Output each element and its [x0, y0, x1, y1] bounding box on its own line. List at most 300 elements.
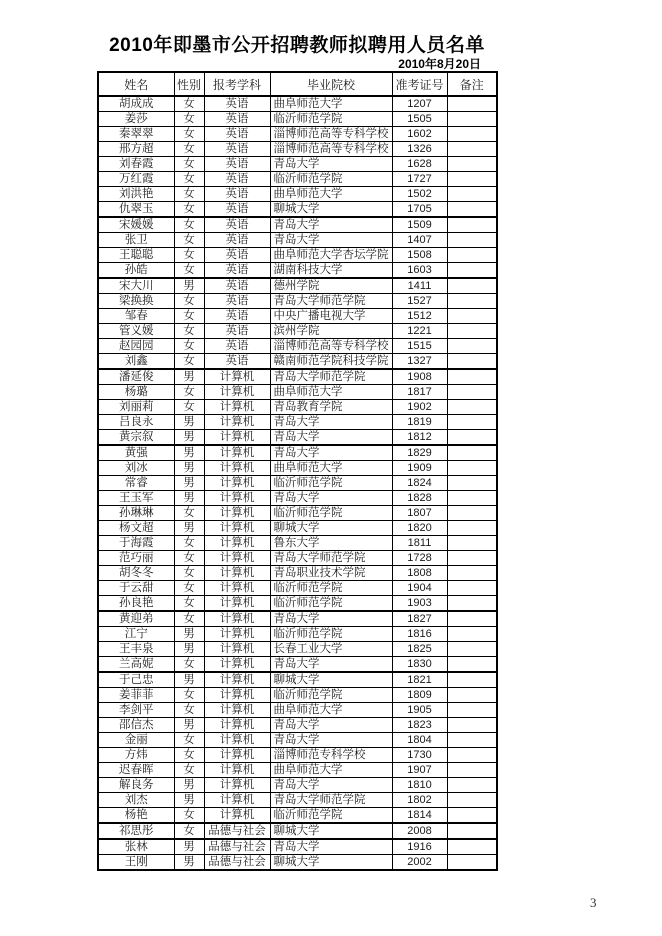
gender-cell: 女 — [174, 657, 204, 673]
school-cell: 青岛大学 — [270, 430, 392, 446]
name-cell: 于己忠 — [98, 672, 174, 688]
subject-cell: 计算机 — [204, 491, 270, 506]
exam-no-cell: 1904 — [392, 581, 447, 596]
table-row — [98, 202, 497, 218]
subject-cell: 英语 — [204, 96, 270, 112]
name-cell: 孙琳琳 — [98, 506, 174, 521]
name-cell: 杨璐 — [98, 385, 174, 400]
subject-cell: 计算机 — [204, 703, 270, 718]
exam-no-cell: 1909 — [392, 461, 447, 476]
exam-no-cell: 1830 — [392, 657, 447, 673]
exam-no-cell: 1828 — [392, 491, 447, 506]
remark-cell — [447, 657, 497, 673]
table-row — [98, 217, 497, 233]
exam-no-cell: 1905 — [392, 703, 447, 718]
table-row — [98, 642, 497, 657]
school-cell: 临沂师范学院 — [270, 808, 392, 824]
subject-cell: 计算机 — [204, 733, 270, 748]
subject-cell: 计算机 — [204, 566, 270, 581]
gender-cell: 女 — [174, 596, 204, 612]
header-cell-subject: 报考学科 — [204, 72, 270, 96]
name-cell: 管义媛 — [98, 324, 174, 339]
exam-no-cell: 1907 — [392, 763, 447, 778]
gender-cell: 男 — [174, 778, 204, 793]
gender-cell: 男 — [174, 627, 204, 642]
school-cell: 临沂师范学院 — [270, 596, 392, 612]
table-row — [98, 672, 497, 688]
table-row — [98, 551, 497, 566]
name-cell: 张林 — [98, 839, 174, 855]
remark-cell — [447, 339, 497, 354]
name-cell: 金丽 — [98, 733, 174, 748]
remark-cell — [447, 596, 497, 612]
subject-cell: 计算机 — [204, 611, 270, 627]
name-cell: 刘杰 — [98, 793, 174, 808]
table-row — [98, 248, 497, 263]
name-cell: 潘延俊 — [98, 369, 174, 385]
subject-cell: 英语 — [204, 187, 270, 202]
remark-cell — [447, 294, 497, 309]
exam-no-cell: 1728 — [392, 551, 447, 566]
subject-cell: 计算机 — [204, 793, 270, 808]
remark-cell — [447, 703, 497, 718]
gender-cell: 男 — [174, 430, 204, 446]
exam-no-cell: 1207 — [392, 96, 447, 112]
subject-cell: 计算机 — [204, 369, 270, 385]
table-row — [98, 627, 497, 642]
gender-cell: 女 — [174, 263, 204, 279]
table-row — [98, 294, 497, 309]
name-cell: 解良务 — [98, 778, 174, 793]
exam-no-cell: 1411 — [392, 278, 447, 294]
name-cell: 于云甜 — [98, 581, 174, 596]
exam-no-cell: 1902 — [392, 400, 447, 415]
name-cell: 秦翠翠 — [98, 127, 174, 142]
name-cell: 杨艳 — [98, 808, 174, 824]
name-cell: 梁换换 — [98, 294, 174, 309]
table-row — [98, 823, 497, 839]
table-row — [98, 385, 497, 400]
exam-no-cell: 1903 — [392, 596, 447, 612]
subject-cell: 英语 — [204, 217, 270, 233]
remark-cell — [447, 733, 497, 748]
school-cell: 临沂师范学院 — [270, 506, 392, 521]
name-cell: 迟春晖 — [98, 763, 174, 778]
page-number: 3 — [590, 895, 597, 910]
remark-cell — [447, 263, 497, 279]
gender-cell: 女 — [174, 808, 204, 824]
gender-cell: 男 — [174, 793, 204, 808]
school-cell: 临沂师范学院 — [270, 627, 392, 642]
gender-cell: 女 — [174, 217, 204, 233]
exam-no-cell: 1407 — [392, 233, 447, 248]
subject-cell: 计算机 — [204, 506, 270, 521]
exam-no-cell: 1808 — [392, 566, 447, 581]
name-cell: 赵园园 — [98, 339, 174, 354]
exam-no-cell: 1505 — [392, 112, 447, 127]
gender-cell: 女 — [174, 248, 204, 263]
exam-no-cell: 1628 — [392, 157, 447, 172]
school-cell: 青岛大学师范学院 — [270, 793, 392, 808]
remark-cell — [447, 476, 497, 491]
exam-no-cell: 1527 — [392, 294, 447, 309]
school-cell: 曲阜师范大学 — [270, 461, 392, 476]
subject-cell: 英语 — [204, 127, 270, 142]
table-row — [98, 581, 497, 596]
name-cell: 杨文超 — [98, 521, 174, 536]
exam-no-cell: 1809 — [392, 688, 447, 703]
name-cell: 祁思彤 — [98, 823, 174, 839]
subject-cell: 计算机 — [204, 763, 270, 778]
school-cell: 聊城大学 — [270, 202, 392, 218]
remark-cell — [447, 778, 497, 793]
school-cell: 青岛大学 — [270, 718, 392, 733]
school-cell: 青岛大学 — [270, 611, 392, 627]
table-row — [98, 839, 497, 855]
remark-cell — [447, 536, 497, 551]
results-table — [97, 71, 498, 871]
subject-cell: 计算机 — [204, 400, 270, 415]
gender-cell: 女 — [174, 536, 204, 551]
table-row — [98, 778, 497, 793]
name-cell: 黄宗叙 — [98, 430, 174, 446]
name-cell: 王玉军 — [98, 491, 174, 506]
gender-cell: 男 — [174, 461, 204, 476]
subject-cell: 计算机 — [204, 445, 270, 461]
header-cell-remark: 备注 — [447, 72, 497, 96]
exam-no-cell: 1327 — [392, 354, 447, 370]
school-cell: 青岛大学 — [270, 415, 392, 430]
table-row — [98, 461, 497, 476]
exam-no-cell: 1814 — [392, 808, 447, 824]
gender-cell: 男 — [174, 718, 204, 733]
subject-cell: 计算机 — [204, 461, 270, 476]
school-cell: 中央广播电视大学 — [270, 309, 392, 324]
name-cell: 黄强 — [98, 445, 174, 461]
exam-no-cell: 1819 — [392, 415, 447, 430]
remark-cell — [447, 642, 497, 657]
name-cell: 常睿 — [98, 476, 174, 491]
school-cell: 青岛大学师范学院 — [270, 294, 392, 309]
name-cell: 兰高妮 — [98, 657, 174, 673]
school-cell: 德州学院 — [270, 278, 392, 294]
subject-cell: 计算机 — [204, 596, 270, 612]
name-cell: 王刚 — [98, 855, 174, 871]
subject-cell: 英语 — [204, 233, 270, 248]
table-row — [98, 491, 497, 506]
subject-cell: 计算机 — [204, 657, 270, 673]
school-cell: 赣南师范学院科技学院 — [270, 354, 392, 370]
gender-cell: 男 — [174, 369, 204, 385]
remark-cell — [447, 445, 497, 461]
remark-cell — [447, 324, 497, 339]
gender-cell: 女 — [174, 354, 204, 370]
remark-cell — [447, 430, 497, 446]
gender-cell: 女 — [174, 688, 204, 703]
subject-cell: 英语 — [204, 172, 270, 187]
exam-no-cell: 1508 — [392, 248, 447, 263]
name-cell: 于海霞 — [98, 536, 174, 551]
subject-cell: 计算机 — [204, 808, 270, 824]
remark-cell — [447, 278, 497, 294]
table-row — [98, 688, 497, 703]
school-cell: 青岛大学师范学院 — [270, 369, 392, 385]
remark-cell — [447, 172, 497, 187]
table-row — [98, 400, 497, 415]
name-cell: 王丰泉 — [98, 642, 174, 657]
subject-cell: 计算机 — [204, 688, 270, 703]
school-cell: 青岛大学 — [270, 157, 392, 172]
exam-no-cell: 1730 — [392, 748, 447, 763]
subject-cell: 英语 — [204, 112, 270, 127]
exam-no-cell: 1603 — [392, 263, 447, 279]
table-row — [98, 476, 497, 491]
name-cell: 刘丽莉 — [98, 400, 174, 415]
remark-cell — [447, 491, 497, 506]
remark-cell — [447, 581, 497, 596]
gender-cell: 男 — [174, 642, 204, 657]
table-row — [98, 611, 497, 627]
remark-cell — [447, 551, 497, 566]
gender-cell: 女 — [174, 233, 204, 248]
subject-cell: 英语 — [204, 354, 270, 370]
remark-cell — [447, 309, 497, 324]
exam-no-cell: 1823 — [392, 718, 447, 733]
table-row — [98, 187, 497, 202]
gender-cell: 女 — [174, 157, 204, 172]
table-row — [98, 657, 497, 673]
subject-cell: 英语 — [204, 142, 270, 157]
gender-cell: 女 — [174, 611, 204, 627]
subject-cell: 计算机 — [204, 627, 270, 642]
exam-no-cell: 1820 — [392, 521, 447, 536]
remark-cell — [447, 187, 497, 202]
school-cell: 青岛大学 — [270, 839, 392, 855]
subject-cell: 英语 — [204, 278, 270, 294]
subject-cell: 计算机 — [204, 672, 270, 688]
remark-cell — [447, 839, 497, 855]
exam-no-cell: 1810 — [392, 778, 447, 793]
table-body — [98, 96, 497, 870]
exam-no-cell: 1817 — [392, 385, 447, 400]
school-cell: 青岛大学 — [270, 491, 392, 506]
table-row — [98, 415, 497, 430]
name-cell: 宋大川 — [98, 278, 174, 294]
exam-no-cell: 1221 — [392, 324, 447, 339]
name-cell: 刘洪艳 — [98, 187, 174, 202]
name-cell: 李剑平 — [98, 703, 174, 718]
gender-cell: 女 — [174, 703, 204, 718]
gender-cell: 女 — [174, 142, 204, 157]
table-row — [98, 855, 497, 871]
header-cell-school: 毕业院校 — [270, 72, 392, 96]
gender-cell: 男 — [174, 855, 204, 871]
school-cell: 曲阜师范大学 — [270, 703, 392, 718]
subject-cell: 计算机 — [204, 718, 270, 733]
name-cell: 张卫 — [98, 233, 174, 248]
school-cell: 聊城大学 — [270, 823, 392, 839]
school-cell: 青岛教育学院 — [270, 400, 392, 415]
gender-cell: 男 — [174, 491, 204, 506]
name-cell: 胡成成 — [98, 96, 174, 112]
subject-cell: 计算机 — [204, 536, 270, 551]
table-row — [98, 263, 497, 279]
school-cell: 淄博师范高等专科学校 — [270, 142, 392, 157]
school-cell: 曲阜师范大学 — [270, 96, 392, 112]
name-cell: 姜菲菲 — [98, 688, 174, 703]
table-row — [98, 157, 497, 172]
exam-no-cell: 1602 — [392, 127, 447, 142]
name-cell: 刘鑫 — [98, 354, 174, 370]
exam-no-cell: 1515 — [392, 339, 447, 354]
gender-cell: 女 — [174, 324, 204, 339]
table-row — [98, 172, 497, 187]
subject-cell: 计算机 — [204, 642, 270, 657]
subject-cell: 品德与社会 — [204, 855, 270, 871]
school-cell: 曲阜师范大学杏坛学院 — [270, 248, 392, 263]
gender-cell: 女 — [174, 551, 204, 566]
remark-cell — [447, 521, 497, 536]
remark-cell — [447, 823, 497, 839]
name-cell: 仇翠玉 — [98, 202, 174, 218]
gender-cell: 女 — [174, 506, 204, 521]
subject-cell: 英语 — [204, 309, 270, 324]
remark-cell — [447, 202, 497, 218]
subject-cell: 计算机 — [204, 748, 270, 763]
school-cell: 鲁东大学 — [270, 536, 392, 551]
name-cell: 万红霞 — [98, 172, 174, 187]
remark-cell — [447, 718, 497, 733]
subject-cell: 英语 — [204, 324, 270, 339]
school-cell: 临沂师范学院 — [270, 112, 392, 127]
school-cell: 临沂师范学院 — [270, 172, 392, 187]
exam-no-cell: 2002 — [392, 855, 447, 871]
table-row — [98, 808, 497, 824]
gender-cell: 女 — [174, 172, 204, 187]
remark-cell — [447, 217, 497, 233]
table-row — [98, 309, 497, 324]
exam-no-cell: 1509 — [392, 217, 447, 233]
gender-cell: 女 — [174, 400, 204, 415]
school-cell: 青岛大学 — [270, 445, 392, 461]
remark-cell — [447, 96, 497, 112]
header-cell-gender: 性别 — [174, 72, 204, 96]
gender-cell: 女 — [174, 733, 204, 748]
subject-cell: 品德与社会 — [204, 823, 270, 839]
school-cell: 临沂师范学院 — [270, 688, 392, 703]
table-row — [98, 596, 497, 612]
table-row — [98, 324, 497, 339]
exam-no-cell: 1821 — [392, 672, 447, 688]
name-cell: 邵信杰 — [98, 718, 174, 733]
remark-cell — [447, 672, 497, 688]
gender-cell: 女 — [174, 566, 204, 581]
exam-no-cell: 1804 — [392, 733, 447, 748]
subject-cell: 英语 — [204, 248, 270, 263]
subject-cell: 计算机 — [204, 430, 270, 446]
subject-cell: 英语 — [204, 294, 270, 309]
remark-cell — [447, 142, 497, 157]
exam-no-cell: 1802 — [392, 793, 447, 808]
exam-no-cell: 1824 — [392, 476, 447, 491]
gender-cell: 女 — [174, 823, 204, 839]
name-cell: 黄迎弟 — [98, 611, 174, 627]
table-row — [98, 793, 497, 808]
gender-cell: 女 — [174, 112, 204, 127]
gender-cell: 男 — [174, 415, 204, 430]
name-cell: 刘冰 — [98, 461, 174, 476]
school-cell: 青岛大学 — [270, 733, 392, 748]
name-cell: 范巧丽 — [98, 551, 174, 566]
exam-no-cell: 1812 — [392, 430, 447, 446]
subject-cell: 计算机 — [204, 476, 270, 491]
table-row — [98, 430, 497, 446]
school-cell: 长春工业大学 — [270, 642, 392, 657]
table-row — [98, 718, 497, 733]
subject-cell: 计算机 — [204, 415, 270, 430]
gender-cell: 女 — [174, 581, 204, 596]
table-row — [98, 96, 497, 112]
subject-cell: 品德与社会 — [204, 839, 270, 855]
school-cell: 临沂师范学院 — [270, 581, 392, 596]
table-row — [98, 536, 497, 551]
remark-cell — [447, 763, 497, 778]
table-row — [98, 703, 497, 718]
table-header-row — [98, 72, 497, 96]
school-cell: 淄博师范高等专科学校 — [270, 127, 392, 142]
gender-cell: 男 — [174, 445, 204, 461]
remark-cell — [447, 157, 497, 172]
remark-cell — [447, 248, 497, 263]
school-cell: 淄博师范高等专科学校 — [270, 339, 392, 354]
exam-no-cell: 1512 — [392, 309, 447, 324]
exam-no-cell: 1705 — [392, 202, 447, 218]
gender-cell: 女 — [174, 96, 204, 112]
exam-no-cell: 1827 — [392, 611, 447, 627]
table-row — [98, 278, 497, 294]
school-cell: 青岛大学 — [270, 657, 392, 673]
remark-cell — [447, 415, 497, 430]
remark-cell — [447, 627, 497, 642]
remark-cell — [447, 233, 497, 248]
remark-cell — [447, 566, 497, 581]
gender-cell: 女 — [174, 187, 204, 202]
table-row — [98, 733, 497, 748]
gender-cell: 女 — [174, 763, 204, 778]
gender-cell: 男 — [174, 278, 204, 294]
school-cell: 青岛大学 — [270, 233, 392, 248]
school-cell: 曲阜师范大学 — [270, 187, 392, 202]
school-cell: 湖南科技大学 — [270, 263, 392, 279]
table-row — [98, 566, 497, 581]
table-row — [98, 339, 497, 354]
table-row — [98, 748, 497, 763]
exam-no-cell: 1502 — [392, 187, 447, 202]
subject-cell: 计算机 — [204, 778, 270, 793]
school-cell: 临沂师范学院 — [270, 476, 392, 491]
school-cell: 滨州学院 — [270, 324, 392, 339]
remark-cell — [447, 748, 497, 763]
page-title: 2010年即墨市公开招聘教师拟聘用人员名单 — [109, 35, 485, 56]
exam-no-cell: 2008 — [392, 823, 447, 839]
name-cell: 刘春霞 — [98, 157, 174, 172]
table-row — [98, 233, 497, 248]
gender-cell: 男 — [174, 476, 204, 491]
school-cell: 曲阜师范大学 — [270, 385, 392, 400]
remark-cell — [447, 506, 497, 521]
subject-cell: 英语 — [204, 263, 270, 279]
gender-cell: 男 — [174, 521, 204, 536]
